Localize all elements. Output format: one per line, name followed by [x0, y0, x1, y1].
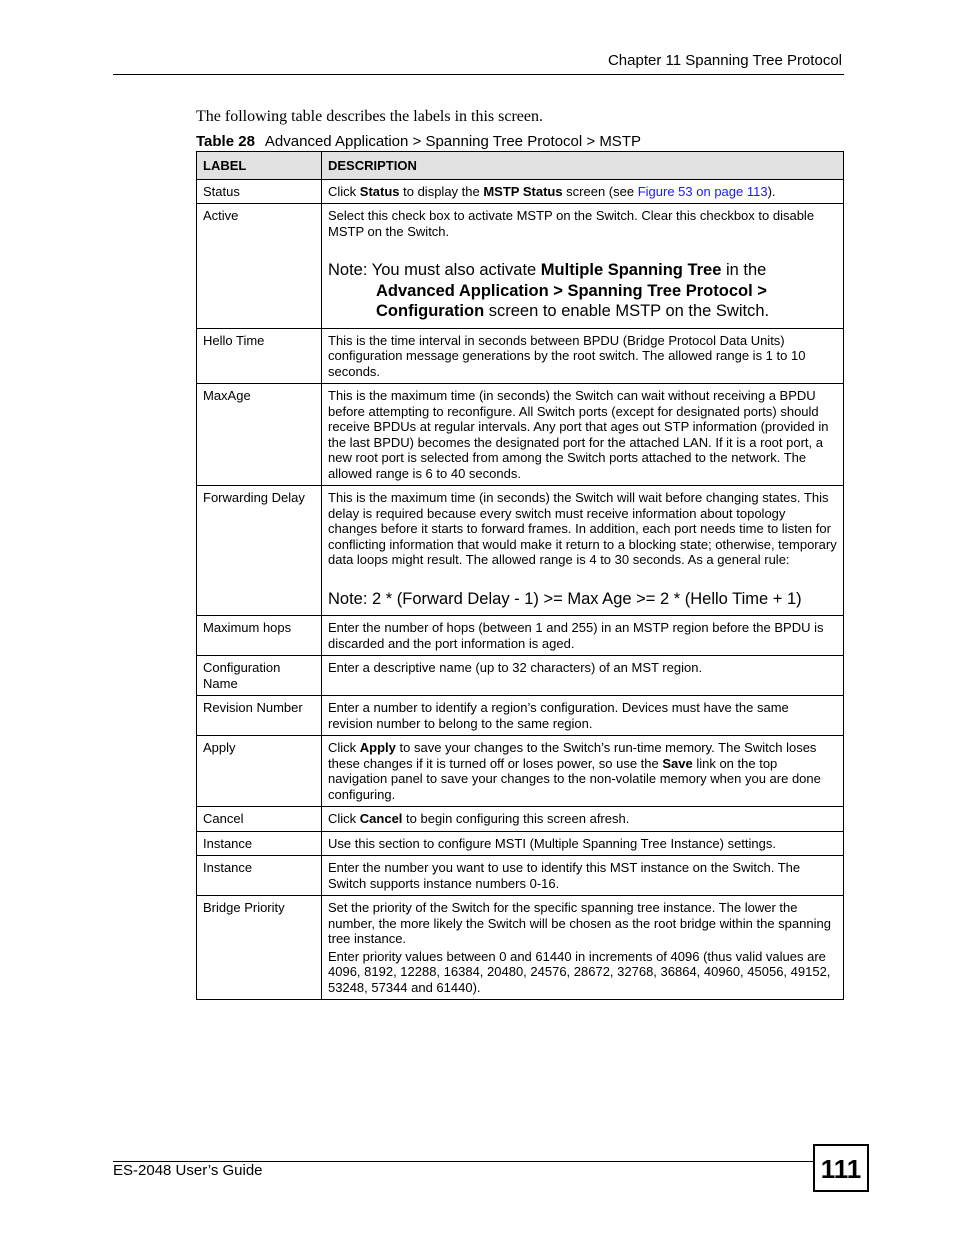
- row-label: Instance: [197, 831, 322, 856]
- row-description: This is the maximum time (in seconds) the Switch can wait without receiving a BPDU before attempting to reconfigure. All Switch ports (except for designated ports) should receive BPDUs at regular intervals. Any port that ages out STP information (provided in the last BPDU) becomes the designated port for the attached LAN. If it is a root port, a new root port is selected from among the Switch ports attached to the network. The allowed range is 6 to 40 seconds.: [322, 384, 844, 486]
- row-label: Active: [197, 204, 322, 329]
- table-row: [197, 656, 844, 696]
- row-description: Enter a descriptive name (up to 32 characters) of an MST region.: [322, 656, 844, 696]
- row-description: Set the priority of the Switch for the specific spanning tree instance. The lower the number, the more likely the Switch will be chosen as the root bridge within the spanning tree instance. Enter priority values between 0 and 61440 in increments of 4096 (thus valid values are 4096, 8192, 12288, 16384, 20480, 24576, 28672, 32768, 36864, 40960, 45056, 49152, 53248, 57344 and 61440).: [322, 896, 844, 1000]
- table-row: [197, 807, 844, 832]
- row-label: Status: [197, 179, 322, 204]
- table-row: [197, 616, 844, 656]
- row-description: Enter a number to identify a region’s configuration. Devices must have the same revision number to belong to the same region.: [322, 696, 844, 736]
- row-description: Use this section to configure MSTI (Multiple Spanning Tree Instance) settings.: [322, 831, 844, 856]
- row-label: Forwarding Delay: [197, 486, 322, 616]
- table-row: [197, 486, 844, 616]
- row-description: Enter the number of hops (between 1 and 255) in an MSTP region before the BPDU is discarded and the port information is aged.: [322, 616, 844, 656]
- row-label: Hello Time: [197, 328, 322, 384]
- table-row: [197, 736, 844, 807]
- header-label: LABEL: [197, 152, 322, 180]
- row-description: This is the maximum time (in seconds) the Switch will wait before changing states. This delay is required because every switch must receive information about topology changes before it starts to forward frames. In addition, each port needs time to listen for conflicting information that would make it return to a blocking state; otherwise, temporary data loops might result. The allowed range is 4 to 30 seconds. As a general rule: Note: 2 * (Forward Delay - 1) >= Max Age >= 2 * (Hello Time + 1): [322, 486, 844, 616]
- row-description: Click Cancel to begin configuring this screen afresh.: [322, 807, 844, 832]
- row-label: Cancel: [197, 807, 322, 832]
- table-caption: [196, 133, 641, 150]
- row-description: This is the time interval in seconds between BPDU (Bridge Protocol Data Units) configuration message generations by the root switch. The allowed range is 1 to 10 seconds.: [322, 328, 844, 384]
- row-label: MaxAge: [197, 384, 322, 486]
- table-number: Table 28: [196, 133, 255, 150]
- page-number: 111: [813, 1144, 869, 1192]
- table-row: [197, 328, 844, 384]
- row-description: Enter the number you want to use to identify this MST instance on the Switch. The Switch supports instance numbers 0-16.: [322, 856, 844, 896]
- row-description: Click Apply to save your changes to the Switch’s run-time memory. The Switch loses these changes if it is turned off or loses power, so use the Save link on the top navigation panel to save your changes to the non-volatile memory when you are done configuring.: [322, 736, 844, 807]
- row-description: Click Status to display the MSTP Status screen (see Figure 53 on page 113).: [322, 179, 844, 204]
- guide-title: ES-2048 User’s Guide: [113, 1162, 263, 1179]
- table-header-row: [197, 152, 844, 180]
- chapter-title: Chapter 11 Spanning Tree Protocol: [607, 52, 842, 69]
- table-row: [197, 696, 844, 736]
- row-label: Apply: [197, 736, 322, 807]
- table-title: Advanced Application > Spanning Tree Protocol > MSTP: [264, 133, 641, 150]
- row-label: Configuration Name: [197, 656, 322, 696]
- table-row: [197, 384, 844, 486]
- note: Note: 2 * (Forward Delay - 1) >= Max Age >= 2 * (Hello Time + 1): [328, 589, 802, 608]
- row-label: Revision Number: [197, 696, 322, 736]
- row-description: Select this check box to activate MSTP on the Switch. Clear this checkbox to disable MSTP on the Switch. Note: You must also activate Multiple Spanning Tree in the Advanced Application > Spanning Tree Protocol > Configuration screen to enable MSTP on the Switch.: [322, 204, 844, 329]
- header-description: DESCRIPTION: [322, 152, 844, 180]
- table-row: [197, 204, 844, 329]
- figure-link[interactable]: Figure 53 on page 113: [637, 183, 768, 199]
- table-row: [197, 831, 844, 856]
- description-table: [196, 151, 844, 1000]
- table-row: [197, 856, 844, 896]
- row-label: Maximum hops: [197, 616, 322, 656]
- row-label: Bridge Priority: [197, 896, 322, 1000]
- header-rule: [113, 74, 844, 75]
- row-label: Instance: [197, 856, 322, 896]
- table-row: [197, 896, 844, 1000]
- intro-text: The following table describes the labels in this screen.: [196, 108, 544, 125]
- note: Note: You must also activate Multiple Spanning Tree in the Advanced Application > Spanning Tree Protocol > Configuration screen to enable MSTP on the Switch.: [328, 261, 770, 320]
- table-row: [197, 179, 844, 204]
